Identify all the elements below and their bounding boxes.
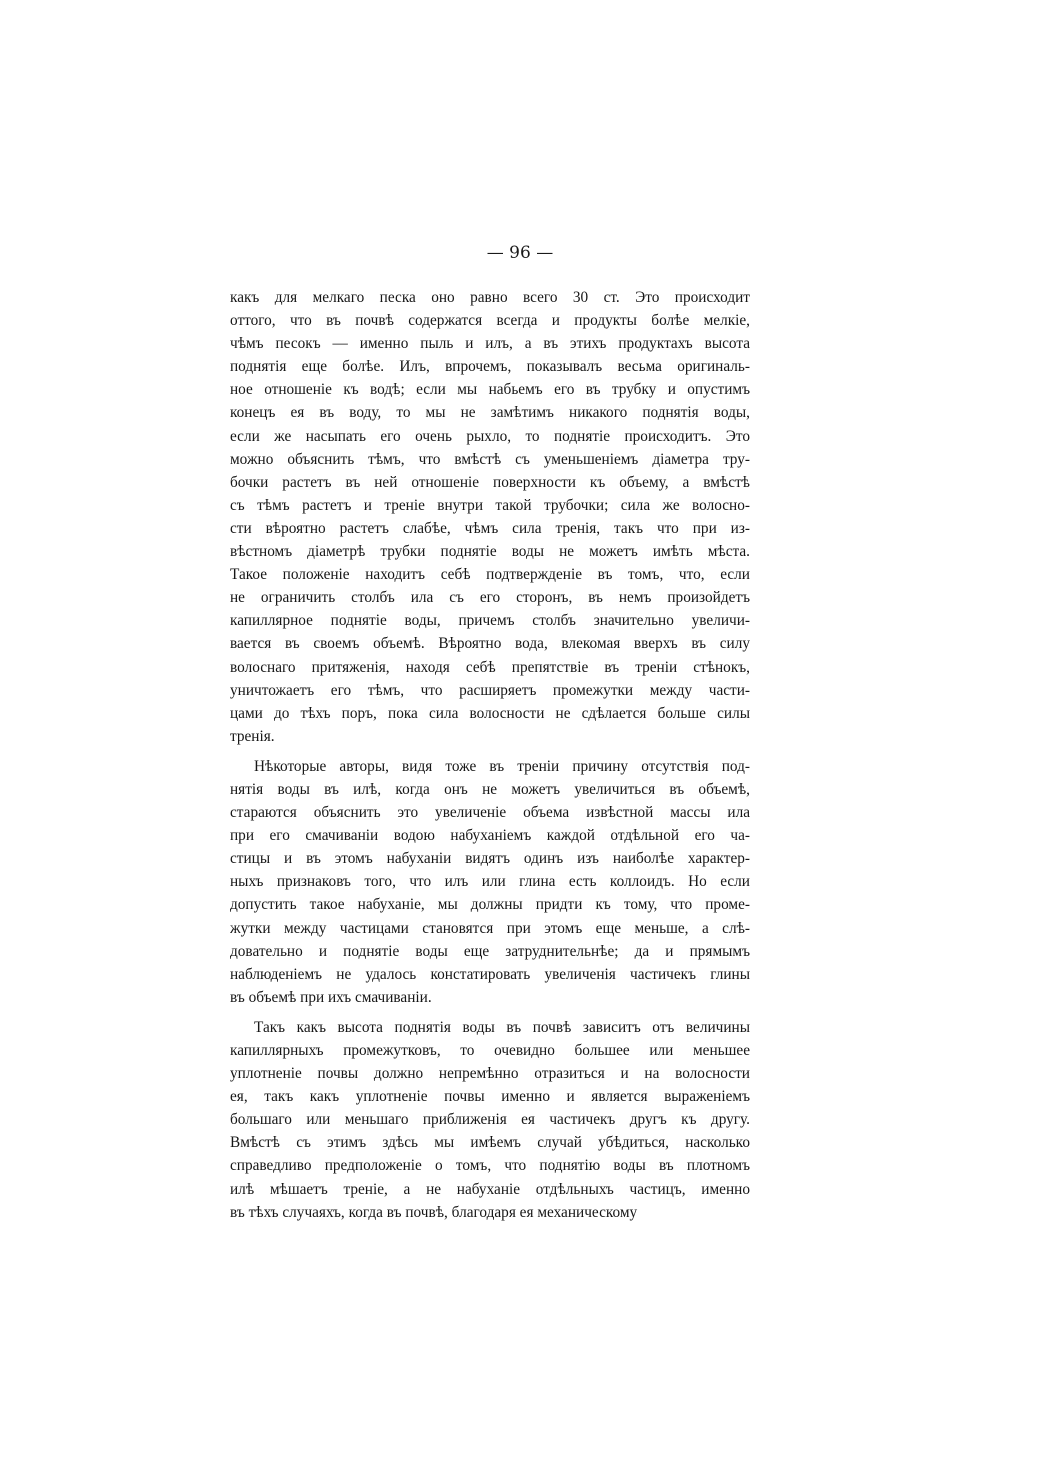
text-line: съ тѣмъ растетъ и треніе внутри такой трубочки; сила же волосно- (230, 496, 750, 514)
paragraph (230, 1016, 750, 1224)
text-line: Такъ какъ высота поднятія воды въ почвѣ зависитъ отъ величины (254, 1018, 750, 1036)
text-line: капиллярное поднятіе воды, причемъ столбъ значительно увеличи- (230, 612, 750, 630)
text-line: тренія. (230, 727, 275, 745)
text-line: стараются объяснить это увеличеніе объема извѣстной массы ила (230, 804, 750, 822)
text-line: капиллярныхъ промежутковъ, то очевидно большее или меньшее (230, 1042, 750, 1059)
text-line: при его смачиваніи водою набуханіемъ каждой отдѣльной его ча- (230, 827, 750, 845)
text-line: Вмѣстѣ съ этимъ здѣсь мы имѣемъ случай убѣдиться, насколько (230, 1134, 750, 1152)
paragraph-gap (230, 1009, 750, 1016)
text-line: справедливо предположеніе о томъ, что поднятію воды въ плотномъ (230, 1157, 750, 1175)
text-line: волоснаго притяженія, находя себѣ препятствіе въ треніи стѣнокъ, (230, 658, 750, 676)
text-line: конецъ ея въ воду, то мы не замѣтимъ никакого поднятія воды, (230, 404, 750, 422)
text-line: уничтожаетъ его тѣмъ, что расширяетъ промежутки между части- (230, 681, 750, 699)
text-line: поднятія еще болѣе. Илъ, впрочемъ, показывалъ весьма оригиналь- (230, 358, 750, 376)
text-line: въ тѣхъ случаяхъ, когда въ почвѣ, благодаря ея механическому (230, 1203, 638, 1221)
text-line: ея, такъ какъ уплотненіе почвы именно и является выраженіемъ (230, 1088, 750, 1106)
text-line: какъ для мелкаго песка оно равно всего 30 ст. Это происходит (230, 289, 750, 306)
text-line: наблюденіемъ не удалось констатировать увеличенія частичекъ глины (230, 965, 750, 983)
text-line: Такое положеніе находитъ себѣ подтвержденіе въ томъ, что, если (230, 566, 750, 584)
text-line: ное отношеніе къ водѣ; если мы набьемъ его въ трубку и опустимъ (230, 381, 750, 399)
text-line: цами до тѣхъ поръ, пока сила волосности не сдѣлается больше силы (230, 704, 750, 722)
text-line: сти вѣроятно растетъ слабѣе, чѣмъ сила тренія, такъ что при из- (230, 519, 750, 537)
text-line: если же насыпать его очень рыхло, то поднятіе происходитъ. Это (230, 427, 750, 445)
text-line: оттого, что въ почвѣ содержатся всегда и продукты болѣе мелкіе, (230, 312, 750, 330)
text-line: жутки между частицами становятся при этомъ еще меньше, а слѣ- (230, 919, 750, 937)
text-line: Нѣкоторые авторы, видя тоже въ треніи причину отсутствія под- (254, 757, 750, 775)
text-line: нятія воды въ илѣ, когда онъ не можетъ увеличиться въ объемѣ, (230, 780, 750, 798)
text-line: стицы и въ этомъ набуханіи видятъ одинъ изъ наиболѣе характер- (230, 850, 750, 868)
text-line: можно объяснить тѣмъ, что вмѣстѣ съ уменьшеніемъ діаметра тру- (230, 450, 750, 468)
paragraph (230, 286, 750, 748)
text-line: большаго или меньшаго приближенія ея частичекъ другъ къ другу. (230, 1111, 750, 1129)
text-line: вается въ своемъ объемѣ. Вѣроятно вода, влекомая вверхъ въ силу (230, 635, 750, 653)
paragraph (230, 755, 750, 1009)
text-line: чѣмъ песокъ — именно пыль и илъ, а въ этихъ продуктахъ высота (230, 335, 750, 353)
text-line: илѣ мѣшаетъ треніе, а не набуханіе отдѣльныхъ частицъ, именно (230, 1180, 750, 1198)
text-line: не ограничить столбъ ила съ его сторонъ, въ немъ произойдетъ (230, 589, 750, 607)
text-line: довательно и поднятіе воды еще затруднительнѣе; да и прямымъ (230, 942, 750, 960)
text-line: бочки растетъ въ ней отношеніе поверхности къ объему, а вмѣстѣ (230, 473, 750, 491)
text-line: вѣстномъ діаметрѣ трубки поднятіе воды не можетъ имѣть мѣста. (230, 543, 750, 561)
text-line: въ объемѣ при ихъ смачиваніи. (230, 988, 432, 1006)
body-text (230, 286, 750, 1224)
text-line: ныхъ признаковъ того, что илъ или глина есть коллоидъ. Но если (230, 873, 750, 891)
page-number: — 96 — (486, 243, 554, 263)
text-line: допустить такое набуханіе, мы должны придти къ тому, что проме- (230, 896, 750, 914)
text-line: уплотненіе почвы должно непремѣнно отразиться и на волосности (230, 1065, 750, 1083)
paragraph-gap (230, 748, 750, 755)
